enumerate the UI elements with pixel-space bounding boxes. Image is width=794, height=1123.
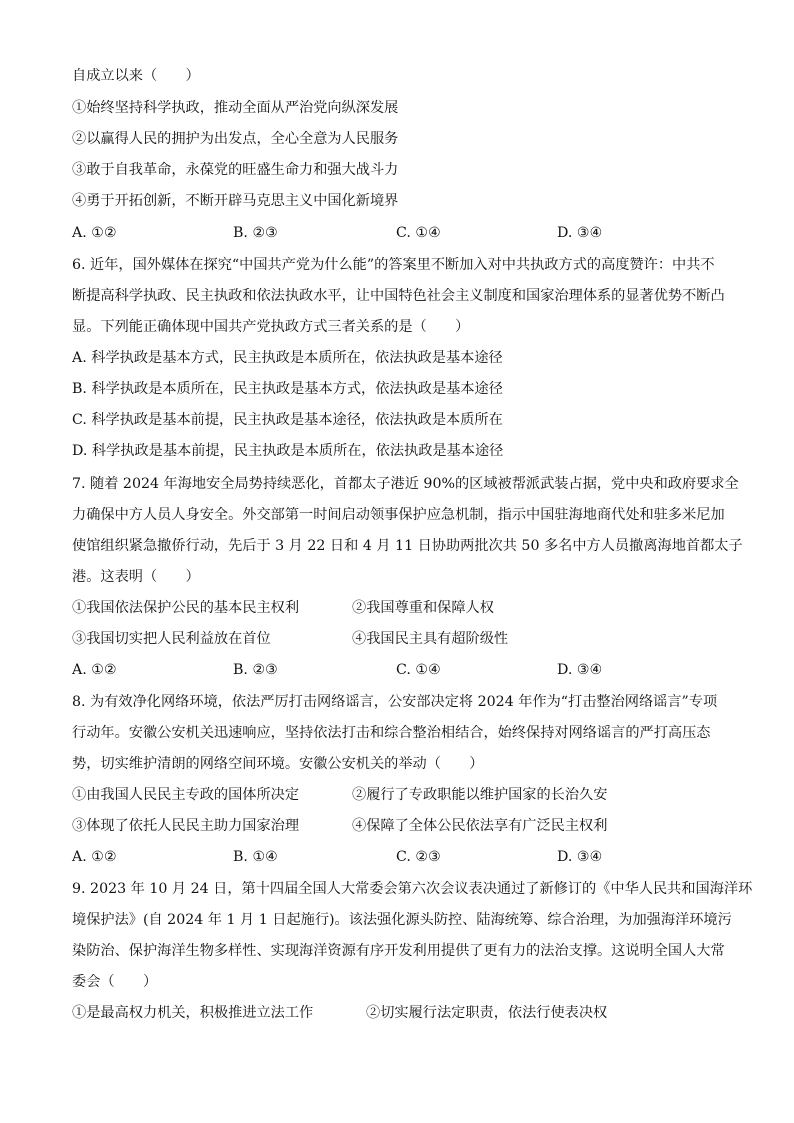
q8-option-a: A. ①②	[72, 849, 117, 865]
q5-option-a: A. ①②	[72, 225, 117, 241]
q5-option-c: C. ①④	[396, 225, 441, 241]
q5-stem-tail: 自成立以来（ ）	[72, 68, 200, 84]
q6-option-c: C. 科学执政是基本前提，民主执政是基本途径，依法执政是本质所在	[72, 412, 503, 428]
q6-option-b: B. 科学执政是本质所在，民主执政是基本方式，依法执政是基本途径	[72, 381, 503, 397]
q7-item-1: ①我国依法保护公民的基本民主权利	[72, 600, 300, 616]
q7-option-a: A. ①②	[72, 662, 117, 678]
q9-stem-line-4: 委会（ ）	[72, 974, 158, 990]
q5-option-d: D. ③④	[557, 225, 603, 241]
q7-option-d: D. ③④	[557, 662, 603, 678]
q7-item-3: ③我国切实把人民利益放在首位	[72, 631, 271, 647]
q7-stem-line-2: 力确保中方人员人身安全。外交部第一时间启动领事保护应急机制，指示中国驻海地商代处和驻多米尼加	[72, 507, 725, 523]
q8-option-d: D. ③④	[557, 849, 603, 865]
q5-item-4: ④勇于开拓创新，不断开辟马克思主义中国化新境界	[72, 193, 399, 209]
q5-item-3: ③敢于自我革命，永葆党的旺盛生命力和强大战斗力	[72, 162, 399, 178]
q6-stem-line-3: 显。下列能正确体现中国共产党执政方式三者关系的是（ ）	[72, 319, 470, 335]
q9-stem-line-1: 9. 2023 年 10 月 24 日，第十四届全国人大常委会第六次会议表决通过了新修订的《中华人民共和国海洋环	[72, 881, 753, 897]
q8-item-2: ②履行了专政职能以维护国家的长治久安	[352, 787, 608, 803]
q6-stem-line-2: 断提高科学执政、民主执政和依法执政水平，让中国特色社会主义制度和国家治理体系的显著优势不断凸	[72, 288, 725, 304]
q6-option-a: A. 科学执政是基本方式，民主执政是本质所在，依法执政是基本途径	[72, 350, 503, 366]
q7-stem-line-1: 7. 随着 2024 年海地安全局势持续恶化，首都太子港近 90%的区域被帮派武装占据，党中央和政府要求全	[72, 476, 739, 492]
q7-item-4: ④我国民主具有超阶级性	[352, 631, 509, 647]
q7-item-2: ②我国尊重和保障人权	[352, 600, 494, 616]
q9-item-2: ②切实履行法定职责，依法行使表决权	[366, 1005, 608, 1021]
q6-option-d: D. 科学执政是基本前提，民主执政是本质所在，依法执政是基本途径	[72, 443, 504, 459]
q9-stem-line-2: 境保护法》(自 2024 年 1 月 1 日起施行)。该法强化源头防控、陆海统筹、综合治理，为加强海洋环境污	[72, 912, 732, 928]
q7-option-b: B. ②③	[233, 662, 278, 678]
q8-stem-line-3: 势，切实维护清朗的网络空间环境。安徽公安机关的举动（ ）	[72, 756, 484, 772]
q7-stem-line-3: 使馆组织紧急撤侨行动，先后于 3 月 22 日和 4 月 11 日协助两批次共 50 多名中方人员撤离海地首都太子	[72, 538, 743, 554]
q9-item-1: ①是最高权力机关，积极推进立法工作	[72, 1005, 314, 1021]
q8-stem-line-1: 8. 为有效净化网络环境，依法严厉打击网络谣言，公安部决定将 2024 年作为“打击整治网络谣言”专项	[72, 694, 718, 710]
q8-item-4: ④保障了全体公民依法享有广泛民主权利	[352, 818, 608, 834]
q8-item-1: ①由我国人民民主专政的国体所决定	[72, 787, 300, 803]
q6-stem-line-1: 6. 近年，国外媒体在探究“中国共产党为什么能”的答案里不断加入对中共执政方式的高度赞许：中共不	[72, 257, 715, 273]
q5-item-1: ①始终坚持科学执政，推动全面从严治党向纵深发展	[72, 100, 399, 116]
q8-option-b: B. ①④	[233, 849, 278, 865]
q5-option-b: B. ②③	[233, 225, 278, 241]
q8-item-3: ③体现了依托人民民主助力国家治理	[72, 818, 300, 834]
q5-item-2: ②以赢得人民的拥护为出发点，全心全意为人民服务	[72, 131, 399, 147]
q8-option-c: C. ②③	[396, 849, 441, 865]
q8-stem-line-2: 行动年。安徽公安机关迅速响应，坚持依法打击和综合整治相结合，始终保持对网络谣言的严打高压态	[72, 725, 711, 741]
q9-stem-line-3: 染防治、保护海洋生物多样性、实现海洋资源有序开发利用提供了更有力的法治支撑。这说明全国人大常	[72, 943, 725, 959]
q7-option-c: C. ①④	[396, 662, 441, 678]
q7-stem-line-4: 港。这表明（ ）	[72, 569, 200, 585]
